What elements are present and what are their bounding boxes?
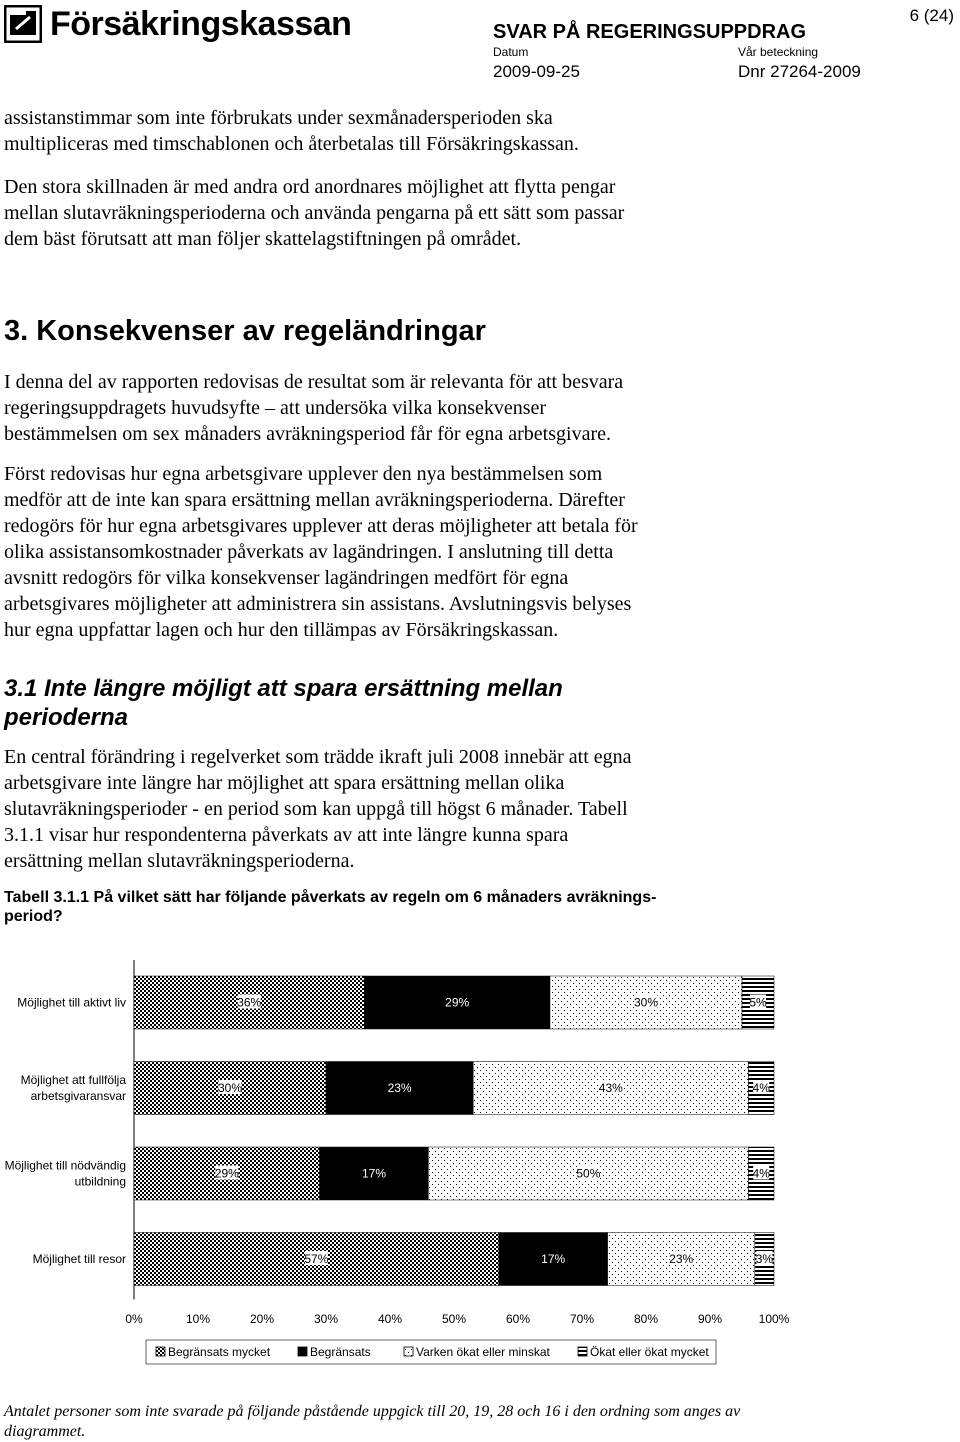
x-tick-label: 80% (633, 1312, 659, 1326)
data-label: 4% (752, 1081, 770, 1095)
data-label: 4% (752, 1166, 770, 1181)
stacked-bar-chart (0, 950, 960, 1380)
data-label: 17% (361, 1166, 387, 1181)
legend-item: Begränsats (310, 1345, 371, 1359)
x-tick-label: 50% (441, 1312, 467, 1326)
x-tick-label: 10% (185, 1312, 211, 1326)
logo-text: Försäkringskassan (50, 5, 352, 43)
legend-swatch (156, 1347, 165, 1356)
footnote: Antalet personer som inte svarade på följande påstående uppgick till 20, 19, 28 och 16 i den ordning som anges av diagrammet. (4, 1403, 741, 1440)
legend-swatch (298, 1347, 307, 1356)
category-label: Möjlighet att fullfölja (20, 1073, 126, 1087)
data-label: 30% (633, 995, 659, 1010)
section-heading-3: 3. Konsekvenser av regeländringar (4, 315, 486, 347)
category-label: Möjlighet till nödvändig (4, 1158, 126, 1173)
plot-area (5, 960, 790, 1364)
document-title: SVAR PÅ REGERINGSUPPDRAG (493, 21, 807, 43)
data-label: 30% (217, 1081, 243, 1095)
data-label: 5% (749, 995, 767, 1010)
legend-swatch (578, 1347, 587, 1356)
page-number: 6 (24) (909, 6, 954, 25)
data-label: 50% (576, 1166, 601, 1181)
category-label: utbildning (74, 1174, 126, 1189)
paragraph-4: Först redovisas hur egna arbetsgivare upplever den nya bestämmelsen som medför att de inte kan spara ersättning mellan avräkningsperioderna. Därefter redogörs för hur egna arbetsgivares upplever att deras möjligheter att betala för olika assistansomkostnader påverkats av lagändringen. I anslutning till detta avsnitt redogörs för vilka konsekvenser lagändringen medfört för egna arbetsgivares möjligheter att administrera sin assistans. Avslutningsvis belyses hur egna uppfattar lagen och hur den tillämpas av Försäkringskassan. (4, 463, 638, 641)
category-label: Möjlighet till aktivt liv (17, 995, 126, 1010)
x-tick-label: 70% (569, 1312, 595, 1326)
data-label: 17% (541, 1252, 566, 1266)
data-label: 3% (755, 1252, 774, 1266)
data-label: 36% (237, 995, 262, 1010)
x-tick-label: 20% (249, 1312, 275, 1326)
legend-item: Varken ökat eller minskat (416, 1345, 550, 1359)
paragraph-2: Den stora skillnaden är med andra ord anordnares möjlighet att flytta pengar mellan slutavräkningsperioderna och använda pengarna på ett sätt som passar dem bäst förutsatt att man följer skattelagstiftningen på området. (4, 176, 625, 250)
data-label: 29% (214, 1166, 239, 1181)
logo (4, 2, 351, 46)
reference-label: Vår beteckning (738, 45, 819, 59)
x-tick-label: 0% (125, 1312, 143, 1326)
data-label: 43% (598, 1081, 623, 1095)
data-label: 23% (387, 1081, 412, 1095)
x-tick-label: 40% (377, 1312, 403, 1326)
data-label: 57% (304, 1252, 329, 1266)
x-tick-label: 30% (313, 1312, 339, 1326)
paragraph-5: En central förändring i regelverket som trädde ikraft juli 2008 innebär att egna arbetsgivare inte längre har möjlighet att spara ersättning mellan olika slutavräkningsperioder - en period som kan uppgå till högst 6 månader. Tabell 3.1.1 visar hur respondenterna påverkats av att inte längre kunna spara ersättning mellan slutavräkningsperioderna. (4, 746, 632, 872)
table-caption: Tabell 3.1.1 På vilket sätt har följande påverkats av regeln om 6 månaders avräknings- period? (4, 889, 657, 925)
data-label: 29% (445, 995, 470, 1010)
legend-swatch (404, 1347, 413, 1356)
x-tick-label: 60% (505, 1312, 531, 1326)
logo-mark-icon (4, 5, 42, 43)
reference-value: Dnr 27264-2009 (738, 62, 861, 81)
paragraph-3: I denna del av rapporten redovisas de resultat som är relevanta för att besvara regeringsuppdragets huvudsyfte – att undersöka vilka konsekvenser bestämmelsen om sex månaders avräkningsperiod får för egna arbetsgivare. (4, 371, 624, 445)
paragraph-1: assistanstimmar som inte förbrukats under sexmånadersperioden ska multipliceras med timschablonen och återbetalas till Försäkringskassan. (4, 107, 579, 155)
date-value: 2009-09-25 (493, 62, 580, 81)
section-heading-3-1: 3.1 Inte längre möjligt att spara ersättning mellan perioderna (4, 675, 563, 731)
date-label: Datum (493, 45, 529, 59)
x-tick-label: 100% (758, 1312, 790, 1326)
category-label: arbetsgivaransvar (30, 1089, 126, 1103)
category-label: Möjlighet till resor (32, 1252, 126, 1266)
legend-item: Begränsats mycket (168, 1345, 271, 1359)
x-tick-label: 90% (697, 1312, 723, 1326)
data-label: 23% (669, 1252, 694, 1266)
legend-item: Ökat eller ökat mycket (590, 1345, 709, 1359)
